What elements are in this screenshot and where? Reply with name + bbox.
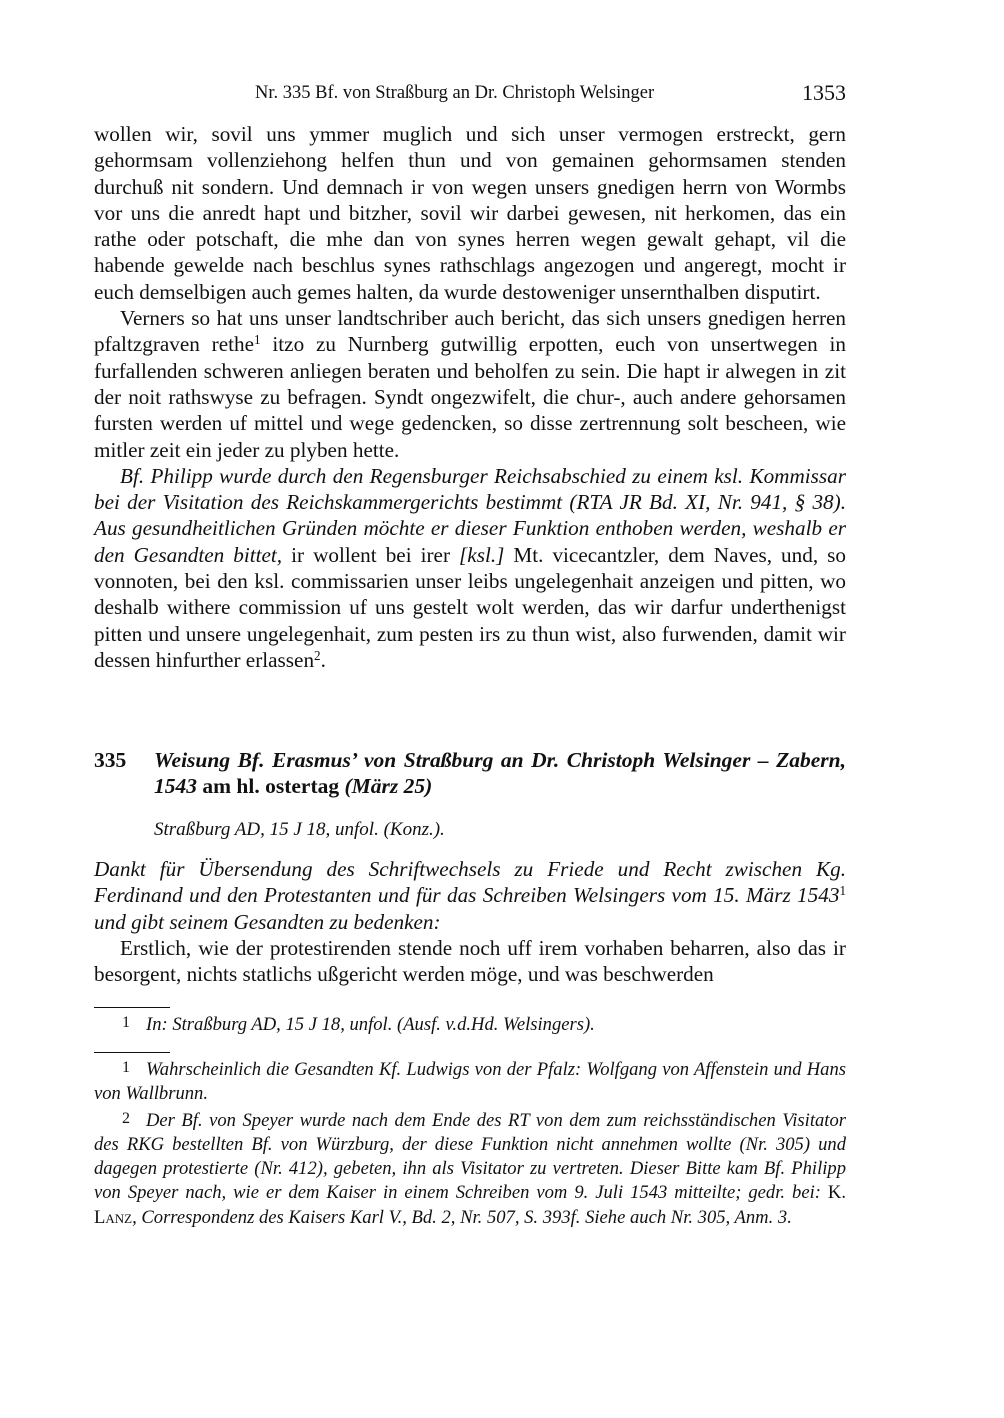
footnote-b1 <box>94 1056 846 1107</box>
section-number: 335 <box>94 748 127 772</box>
footnote-a1-text: In: Straßburg AD, 15 J 18, unfol. (Ausf. v.d.Hd. Welsingers). <box>146 1014 595 1035</box>
footnote-b1-mark: 1 <box>122 1059 130 1076</box>
archival-source: Straßburg AD, 15 J 18, unfol. (Konz.). <box>154 819 445 840</box>
section-title-a: Weisung Bf. Erasmus’ von Straßburg an Dr. Christoph Welsinger – Zabern, 1543 <box>154 748 846 798</box>
footnotes-a <box>94 1011 846 1037</box>
regest-text-b: und gibt seinem Gesandten zu bedenken: <box>94 909 441 934</box>
footnote-ref-2: 2 <box>314 647 321 663</box>
paragraph-3-insert: [ksl.] <box>459 542 505 567</box>
regest-block <box>94 856 846 987</box>
regest-footnote-ref: 1 <box>839 883 846 899</box>
section-title-c: (März 25) <box>344 774 433 798</box>
footnote-b2-author-name: Lanz <box>94 1206 133 1228</box>
main-text <box>94 121 846 673</box>
section-title-b: am hl. ostertag <box>197 774 345 798</box>
paragraph-3-end: . <box>320 647 326 672</box>
footnote-b2-author-initial: K. <box>827 1182 846 1204</box>
paragraph-3-text-b: ir wollent bei irer <box>282 542 460 567</box>
footnote-b2 <box>94 1107 846 1230</box>
footnote-a1 <box>94 1011 846 1037</box>
regest <box>94 856 846 935</box>
running-header <box>94 80 846 110</box>
footnote-rule-a <box>94 1007 170 1008</box>
paragraph-3-text-c: Mt. vicecantzler, dem Naves, und, so vonnoten, bei den ksl. commissarien unser leibs ungelegenhait anzeigen und pitten, wo deshalb withere commission uf uns gestelt wolt werden, das wir darfur underthenigst pitten und unsere ungelegenhait, zum pesten irs zu thun wist, also furwenden, damit wir dessen hinfurther erlassen <box>94 542 846 672</box>
footnote-ref-1: 1 <box>254 332 261 348</box>
regest-text-a: Dankt für Übersendung des Schriftwechsels zu Friede und Recht zwischen Kg. Ferdinand und den Protestanten und für das Schreiben Welsingers vom 15. März 1543 <box>94 857 846 908</box>
footnote-b2-mark: 2 <box>122 1109 130 1127</box>
section-heading <box>94 747 846 799</box>
footnote-rule-b <box>94 1052 170 1053</box>
paragraph-2 <box>94 305 846 463</box>
footnote-a1-mark: 1 <box>122 1014 130 1031</box>
paragraph-3 <box>94 463 846 673</box>
paragraph-1: wollen wir, sovil uns ymmer muglich und sich unser vermogen erstreckt, gern gehormsam vollenziehong helfen thun und von gemainen gehormsamen stenden durchuß nit sondern. Und demnach ir von wegen unsers gnedigen herrn von Wormbs vor uns die anredt hapt und bitzher, sovil wir darbei gewesen, nit herkomen, das ein rathe oder potschaft, die mhe dan von synes herren wegen gewalt gehapt, vil die habende gewelde nach beschlus synes rathschlags angezogen und angeregt, mocht ir euch demselbigen auch gemes halten, da wurde destoweniger unsernthalben disputirt. <box>94 122 846 304</box>
paragraph-2-text-a: Verners so hat uns unser landtschriber auch bericht, das sich unsers gnedigen herren pfaltzgraven rethe <box>94 306 846 357</box>
footnote-b2-text-a: Der Bf. von Speyer wurde nach dem Ende des RT von dem zum reichsständischen Visitator des RKG bestellten Bf. von Würzburg, der diese Funktion nicht annehmen wollte (Nr. 305) und dagegen protestierte (Nr. 412), gebeten, ihn als Visitator zu vertreten. Dieser Bitte kam Bf. Philipp von Speyer nach, wie er dem Kaiser in einem Schreiben vom 9. Juli 1543 mitteilte; gedr. bei: <box>94 1109 846 1204</box>
section-text: Erstlich, wie der protestirenden stende noch uff irem vorhaben beharren, also das ir besorgent, nichts statlichs ußgericht werden möge, und was beschwerden <box>94 935 846 987</box>
running-title: Nr. 335 Bf. von Straßburg an Dr. Christoph Welsinger <box>255 83 655 103</box>
page-number: 1353 <box>802 80 846 105</box>
footnotes-b <box>94 1056 846 1230</box>
footnote-b2-text-b: , Correspondenz des Kaisers Karl V., Bd. 2, Nr. 507, S. 393f. Siehe auch Nr. 305, Anm. 3. <box>132 1206 792 1228</box>
paragraph-3-editorial: Bf. Philipp wurde durch den Regensburger Reichsabschied zu einem ksl. Kommissar bei der Visitation des Reichskammergerichts bestimmt (RTA JR Bd. XI, Nr. 941, § 38). Aus gesundheitlichen Gründen möchte er dieser Funktion enthoben werden, weshalb er den Gesandten bittet, <box>94 463 846 567</box>
footnote-b1-text: Wahrscheinlich die Gesandten Kf. Ludwigs von der Pfalz: Wolfgang von Affenstein und Hans von Wallbrunn. <box>94 1059 846 1105</box>
section-title <box>154 747 846 799</box>
paragraph-2-text-b: itzo zu Nurnberg gutwillig erpotten, euch von unsertwegen in furfallenden schweren anliegen beraten und beholfen zu sein. Die hapt ir alwegen in zit der noit rathswyse zu befragen. Syndt ongezwifelt, die chur-, auch andere gehorsamen fursten werden uf mittel und wege gedencken, so disse zertrennung solt bescheen, wie mitler zeit ein jeder zu plyben hette. <box>94 332 846 462</box>
